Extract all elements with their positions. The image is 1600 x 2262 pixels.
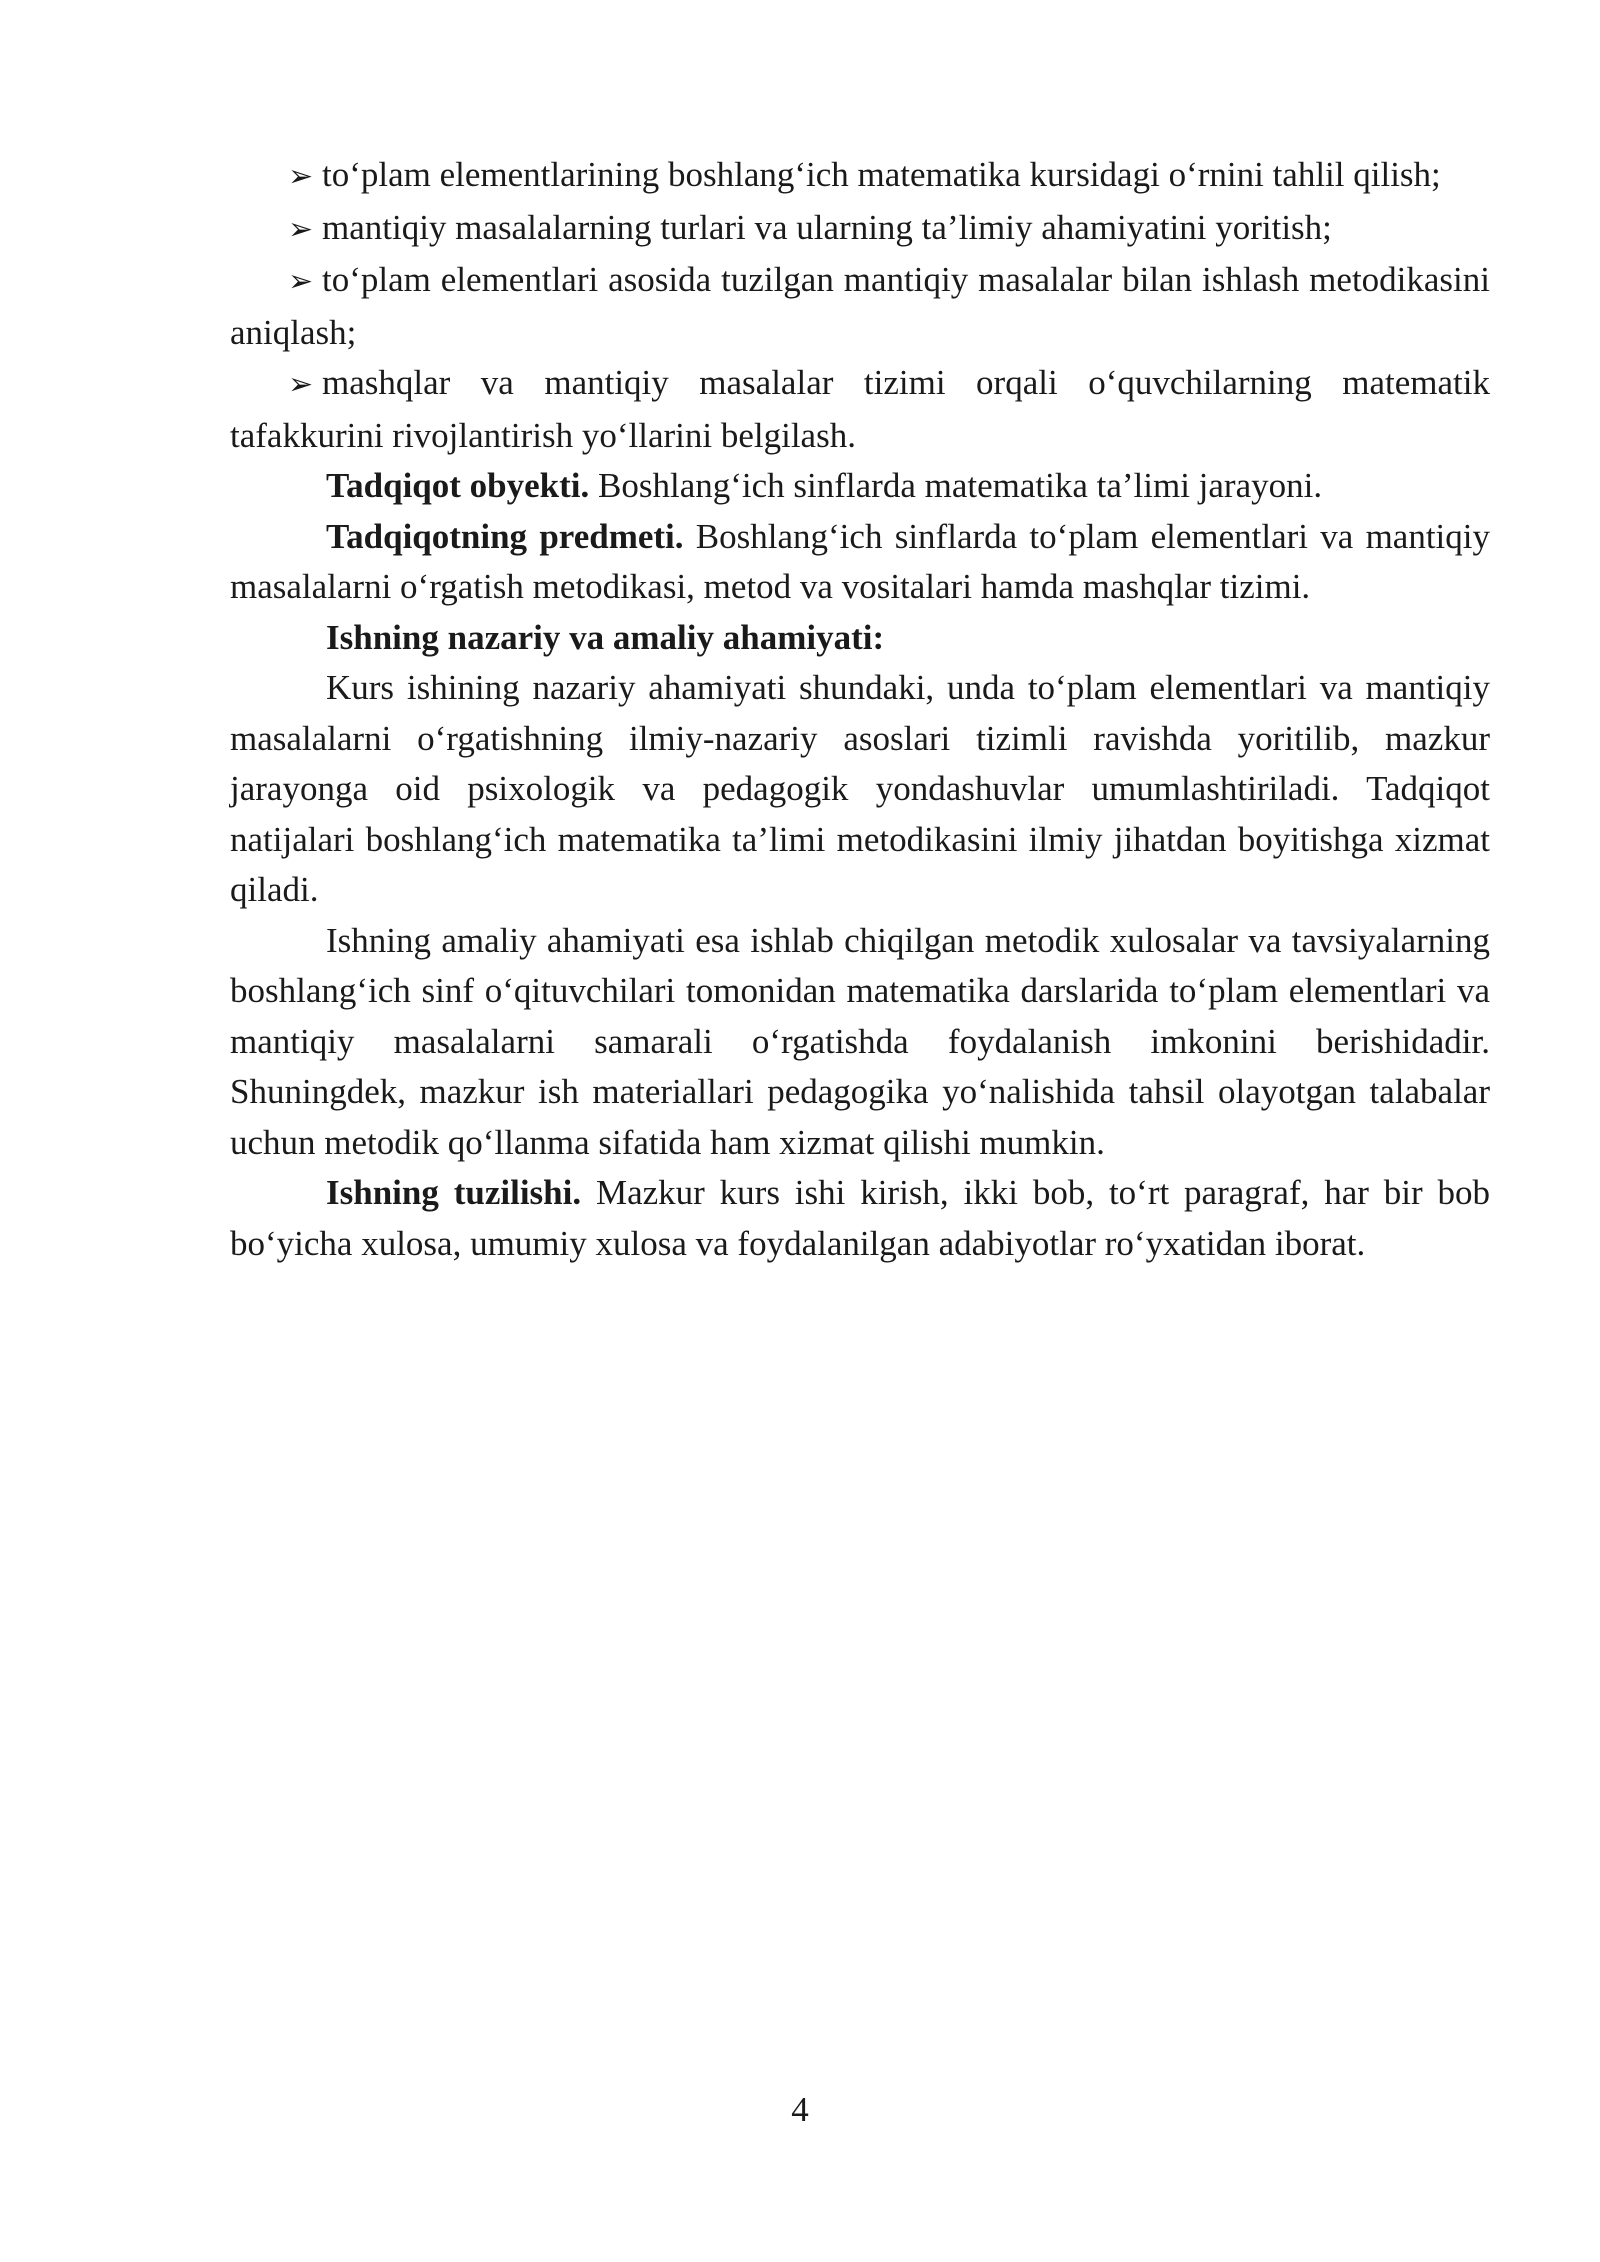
objective-item-1	[230, 150, 1490, 203]
objective-item-2	[230, 203, 1490, 256]
practical-significance-paragraph: Ishning amaliy ahamiyati esa ishlab chiqilgan metodik xulosalar va tavsiyalarning boshlang‘ich sinf o‘qituvchilari tomonidan matematika darslarida to‘plam elementlari va mantiqiy masalalarni samarali o‘rgatishda foydalanish imkonini berishidadir. Shuningdek, mazkur ish materiallari pedagogika yo‘nalishida tahsil olayotgan talabalar uchun metodik qo‘llanma sifatida ham xizmat qilishi mumkin.	[230, 920, 1490, 1162]
work-structure-label: Ishning tuzilishi.	[326, 1173, 582, 1212]
work-structure-paragraph	[230, 1168, 1490, 1269]
objective-item-4	[230, 358, 1490, 461]
research-object-paragraph	[230, 461, 1490, 512]
significance-heading: Ishning nazariy va amaliy ahamiyati:	[326, 617, 885, 657]
research-object-label: Tadqiqot obyekti.	[326, 466, 590, 505]
significance-heading-paragraph	[230, 613, 1490, 664]
arrowhead-bullet-icon: ➢	[288, 159, 314, 194]
objective-text-4: mashqlar va mantiqiy masalalar tizimi orqali o‘quvchilarning matematik tafakkurini rivojlantirish yo‘llarini belgilash.	[230, 363, 1490, 455]
research-subject-text: Boshlang‘ich sinflarda to‘plam elementlari va mantiqiy masalalarni o‘rgatish metodikasi, metod va vositalari hamda mashqlar tizimi.	[230, 516, 1490, 606]
page-body	[230, 150, 1490, 1269]
arrowhead-bullet-icon: ➢	[288, 264, 314, 299]
objective-text-2: mantiqiy masalalarning turlari va ularning ta’limiy ahamiyatini yoritish;	[322, 207, 1332, 247]
research-subject-paragraph	[230, 512, 1490, 613]
objective-item-3	[230, 255, 1490, 358]
theoretical-significance-paragraph: Kurs ishining nazariy ahamiyati shundaki, unda to‘plam elementlari va mantiqiy masalalarni o‘rgatishning ilmiy-nazariy asoslari tizimli ravishda yoritilib, mazkur jarayonga oid psixologik va pedagogik yondashuvlar umumlashtiriladi. Tadqiqot natijalari boshlang‘ich matematika ta’limi metodikasini ilmiy jihatdan boyitishga xizmat qiladi.	[230, 668, 1490, 909]
objective-text-1: to‘plam elementlarining boshlang‘ich matematika kursidagi o‘rnini tahlil qilish;	[322, 155, 1441, 194]
research-object-text: Boshlang‘ich sinflarda matematika ta’limi jarayoni.	[589, 466, 1323, 505]
page-number: 4	[791, 2090, 809, 2129]
arrowhead-bullet-icon: ➢	[288, 367, 314, 402]
objective-text-3: to‘plam elementlari asosida tuzilgan mantiqiy masalalar bilan ishlash metodikasini aniqlash;	[230, 260, 1490, 352]
research-subject-label: Tadqiqotning predmeti.	[326, 516, 684, 556]
work-structure-text: Mazkur kurs ishi kirish, ikki bob, to‘rt paragraf, har bir bob bo‘yicha xulosa, umumiy xulosa va foydalanilgan adabiyotlar ro‘yxatidan iborat.	[230, 1173, 1491, 1263]
arrowhead-bullet-icon: ➢	[288, 211, 314, 247]
